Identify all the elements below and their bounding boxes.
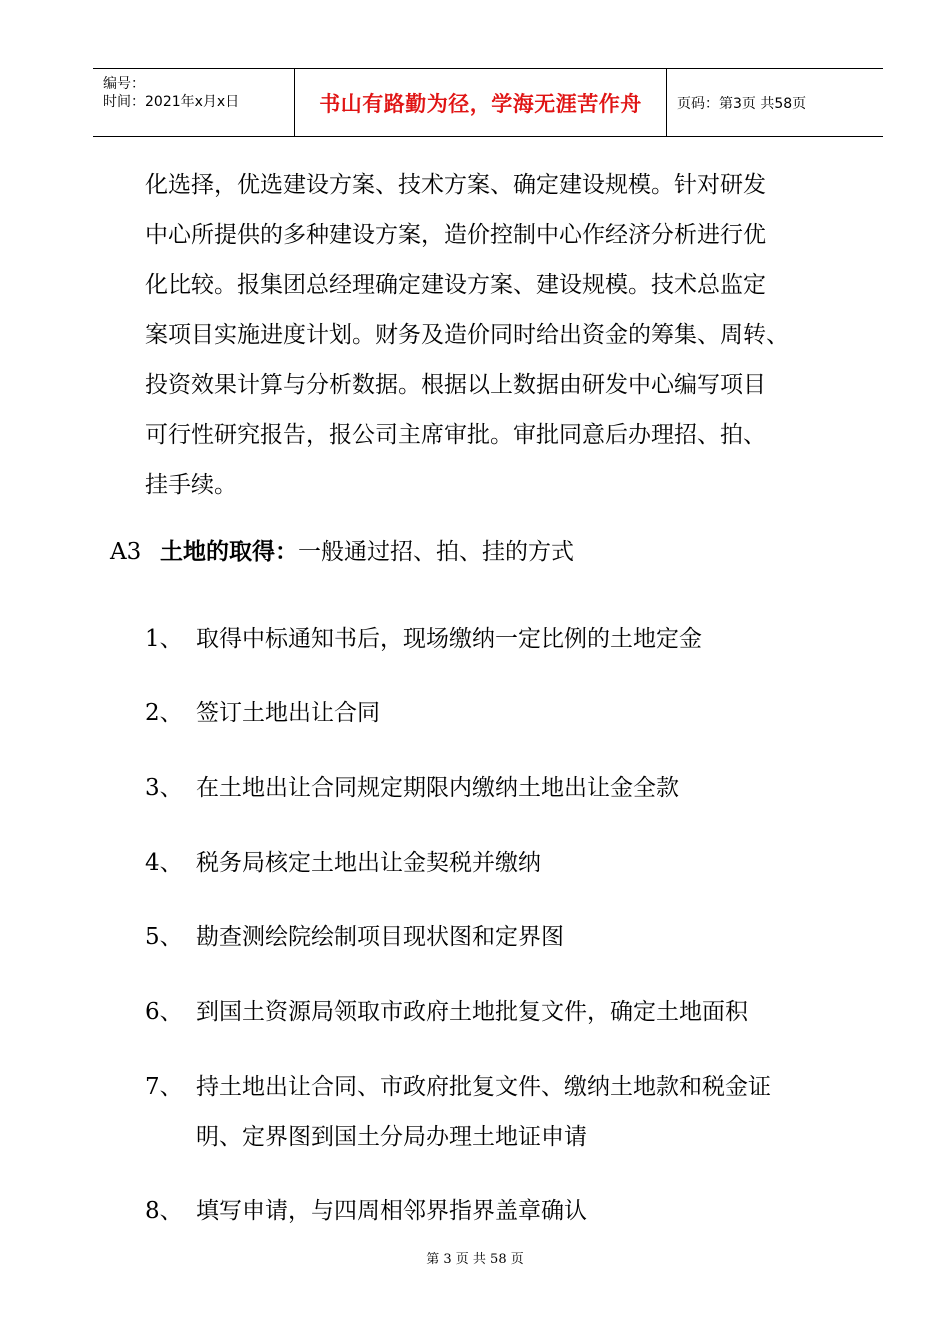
list-item-text: 持土地出让合同、市政府批复文件、缴纳土地款和税金证: [196, 1074, 771, 1100]
paragraph-line: 化比较。报集团总经理确定建设方案、建设规模。技术总监定: [145, 272, 766, 298]
paragraph-line: 挂手续。: [145, 472, 237, 498]
section-heading: [110, 533, 574, 566]
list-item-text: 在土地出让合同规定期限内缴纳土地出让金全款: [196, 775, 679, 801]
page-header: [93, 68, 883, 137]
document-time-label: 时间：2021年x月x日: [103, 94, 240, 110]
header-motto-cell: [295, 69, 667, 136]
document-number-label: 编号：: [103, 76, 145, 92]
list-item-index: 7、: [145, 1074, 183, 1100]
header-motto: 书山有路勤为径，学海无涯苦作舟: [319, 90, 642, 116]
list-item-text: 税务局核定土地出让金契税并缴纳: [196, 850, 541, 876]
paragraph-line: 案项目实施进度计划。财务及造价同时给出资金的筹集、周转、: [145, 322, 789, 348]
intro-paragraph: [145, 160, 845, 510]
header-page-cell: [667, 69, 883, 136]
list-item-index: 6、: [145, 999, 183, 1025]
header-page-info: 页码：第3页 共58页: [677, 95, 807, 112]
list-item-index: 5、: [145, 924, 183, 950]
section-subtitle: 一般通过招、拍、挂的方式: [298, 539, 574, 565]
list-item-index: 8、: [145, 1198, 183, 1224]
list-item-text: 填写申请，与四周相邻界指界盖章确认: [196, 1198, 587, 1224]
list-item-index: 3、: [145, 775, 183, 801]
list-item-text: 到国土资源局领取市政府土地批复文件，确定土地面积: [196, 999, 748, 1025]
list-item-index: 2、: [145, 700, 183, 726]
list-item-text: 签订土地出让合同: [196, 700, 380, 726]
list-item-index: 1、: [145, 626, 183, 652]
paragraph-line: 化选择，优选建设方案、技术方案、确定建设规模。针对研发: [145, 172, 766, 198]
list-item-text: 取得中标通知书后，现场缴纳一定比例的土地定金: [196, 626, 702, 652]
section-number: A3: [110, 539, 142, 565]
paragraph-line: 投资效果计算与分析数据。根据以上数据由研发中心编写项目: [145, 372, 766, 398]
section-title: 土地的取得：: [160, 538, 298, 565]
page-footer: 第 3 页 共 58 页: [426, 1252, 524, 1267]
paragraph-line: 可行性研究报告，报公司主席审批。审批同意后办理招、拍、: [145, 422, 766, 448]
list-item-index: 4、: [145, 850, 183, 876]
paragraph-line: 中心所提供的多种建设方案，造价控制中心作经济分析进行优: [145, 222, 766, 248]
list-item-text: 勘查测绘院绘制项目现状图和定界图: [196, 924, 564, 950]
header-meta-cell: [93, 69, 295, 136]
list-item-text-continued: 明、定界图到国土分局办理土地证申请: [196, 1124, 587, 1150]
